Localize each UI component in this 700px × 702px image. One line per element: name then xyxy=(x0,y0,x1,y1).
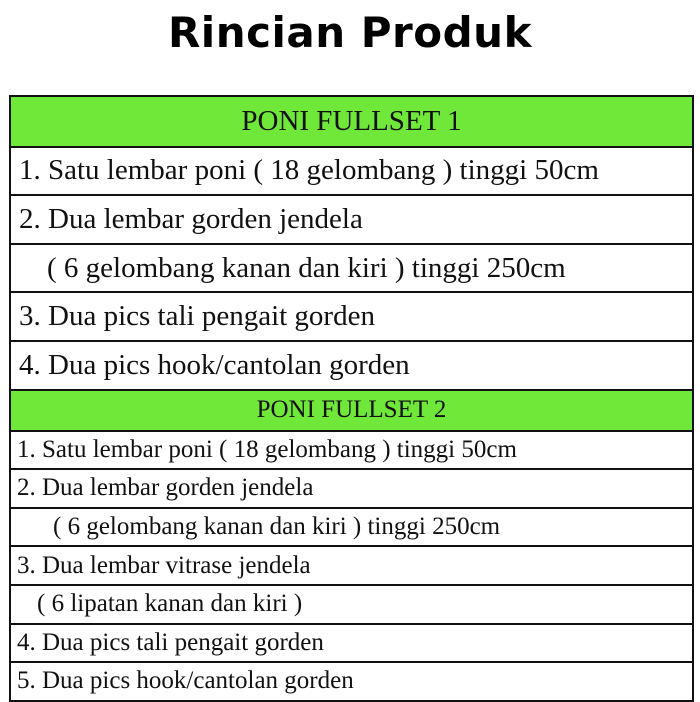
fullset-1-table xyxy=(9,95,694,391)
fullset-1-item: 3. Dua pics tali pengait gorden xyxy=(11,291,692,340)
fullset-2-table xyxy=(9,389,694,702)
fullset-2-item: 3. Dua lembar vitrase jendela xyxy=(11,545,692,584)
page-title: Rincian Produk xyxy=(167,8,533,57)
fullset-1-item: 4. Dua pics hook/cantolan gorden xyxy=(11,340,692,389)
fullset-1-header: PONI FULLSET 1 xyxy=(11,97,692,146)
fullset-2-item-continuation: ( 6 lipatan kanan dan kiri ) xyxy=(11,584,692,623)
fullset-2-item: 1. Satu lembar poni ( 18 gelombang ) tinggi 50cm xyxy=(11,430,692,469)
fullset-2-header: PONI FULLSET 2 xyxy=(11,391,692,430)
fullset-2-item: 4. Dua pics tali pengait gorden xyxy=(11,623,692,662)
fullset-2-item: 5. Dua pics hook/cantolan gorden xyxy=(11,661,692,700)
fullset-2-item: 2. Dua lembar gorden jendela xyxy=(11,468,692,507)
fullset-1-item-continuation: ( 6 gelombang kanan dan kiri ) tinggi 250cm xyxy=(11,243,692,292)
fullset-1-item: 2. Dua lembar gorden jendela xyxy=(11,194,692,243)
fullset-1-item: 1. Satu lembar poni ( 18 gelombang ) tinggi 50cm xyxy=(11,146,692,195)
fullset-2-item-continuation: ( 6 gelombang kanan dan kiri ) tinggi 250cm xyxy=(11,507,692,546)
